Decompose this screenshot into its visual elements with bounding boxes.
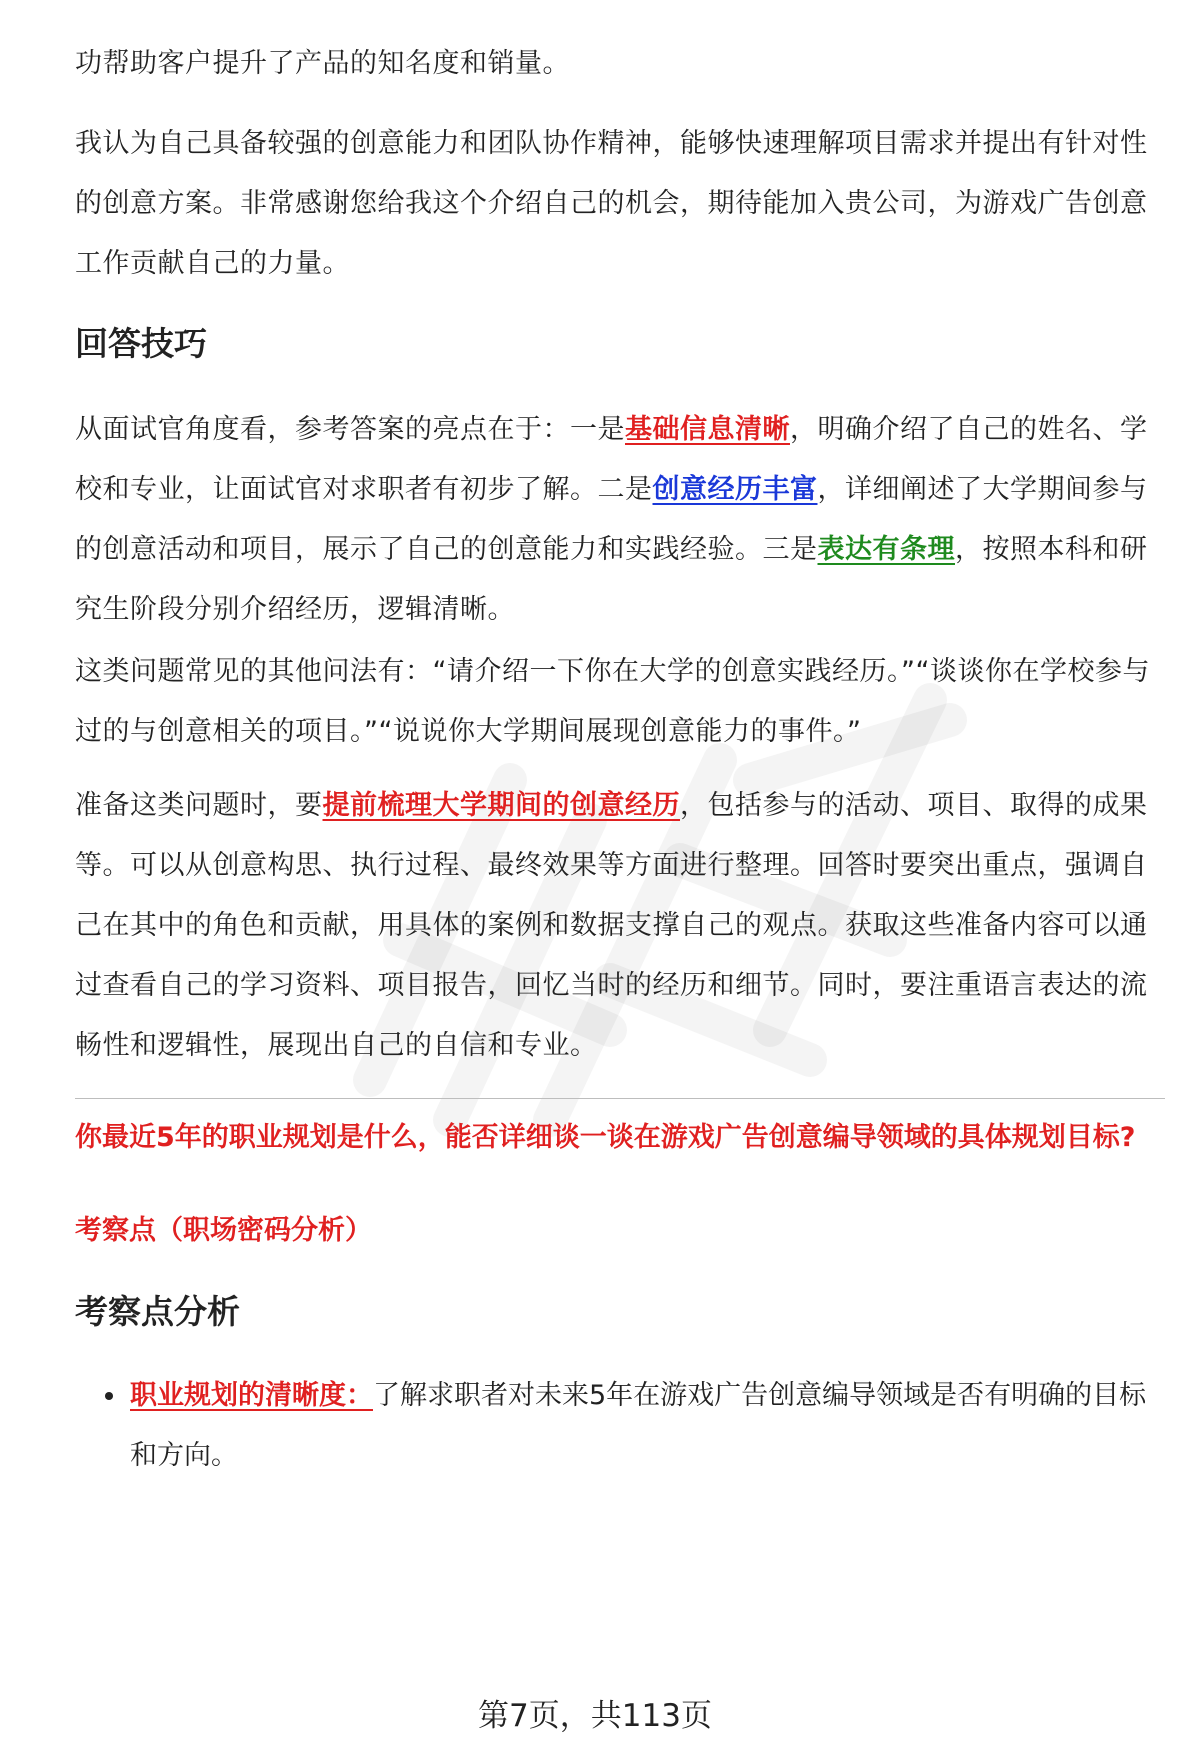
continuation-line: 功帮助客户提升了产品的知名度和销量。 xyxy=(75,48,570,79)
closing-paragraph: 我认为自己具备较强的创意能力和团队协作精神，能够快速理解项目需求并提出有针对性的创意方案。非常感谢您给我这个介绍自己的机会，期待能加入贵公司，为游戏广告创意工作贡献自己的力量。 xyxy=(75,128,1148,279)
bullet-text xyxy=(130,1366,1165,1486)
question-subtitle: 考察点（职场密码分析） xyxy=(75,1215,372,1246)
analysis-heading: 考察点分析 xyxy=(75,1292,240,1331)
tips-p1-text-4: ，按照本科和研究生阶段分别介绍经历，逻辑清晰。 xyxy=(75,534,1148,625)
tips-p3-text-2: ，包括参与的活动、项目、取得的成果等。可以从创意构思、执行过程、最终效果等方面进行整理。回答时要突出重点，强调自己在其中的角色和贡献，用具体的案例和数据支撑自己的观点。获取这些准备内容可以通过查看自己的学习资料、项目报告，回忆当时的经历和细节。同时，要注重语言表达的流畅性和逻辑性，展现出自己的自信和专业。 xyxy=(75,790,1148,1061)
tips-heading: 回答技巧 xyxy=(75,324,207,363)
tips-paragraph-2: 这类问题常见的其他问法有：“请介绍一下你在大学的创意实践经历。”“谈谈你在学校参与过的与创意相关的项目。”“说说你大学期间展现创意能力的事件。” xyxy=(75,656,1150,747)
question-title: 你最近5年的职业规划是什么，能否详细谈一谈在游戏广告创意编导领域的具体规划目标? xyxy=(75,1122,1136,1153)
tips-paragraph-3 xyxy=(75,776,1165,1076)
highlight-organized-expression: 表达有条理 xyxy=(817,534,955,565)
bullet-body: 了解求职者对未来5年在游戏广告创意编导领域是否有明确的目标和方向。 xyxy=(130,1380,1147,1471)
highlight-sort-experience: 提前梳理大学期间的创意经历 xyxy=(322,790,680,821)
highlight-creative-experience: 创意经历丰富 xyxy=(652,474,818,505)
section-divider xyxy=(75,1098,1165,1099)
highlight-basic-info: 基础信息清晰 xyxy=(625,414,790,445)
tips-p3-text-1: 准备这类问题时，要 xyxy=(75,790,323,821)
page-footer: 第7页，共113页 xyxy=(478,1698,712,1734)
tips-p1-text-2: ，明确介绍了自己的姓名、学校和专业，让面试官对求职者有初步了解。二是 xyxy=(75,414,1148,505)
tips-p1-text-3: ，详细阐述了大学期间参与的创意活动和项目，展示了自己的创意能力和实践经验。三是 xyxy=(75,474,1148,565)
bullet-label: 职业规划的清晰度： xyxy=(130,1380,373,1411)
question-subtitle-block xyxy=(75,1208,1165,1247)
tips-p1-text-1: 从面试官角度看，参考答案的亮点在于：一是 xyxy=(75,414,625,445)
bullet-icon xyxy=(105,1392,113,1400)
tips-paragraph-1 xyxy=(75,400,1165,640)
next-question-block xyxy=(75,1120,1165,1156)
list-item xyxy=(75,1366,1165,1486)
